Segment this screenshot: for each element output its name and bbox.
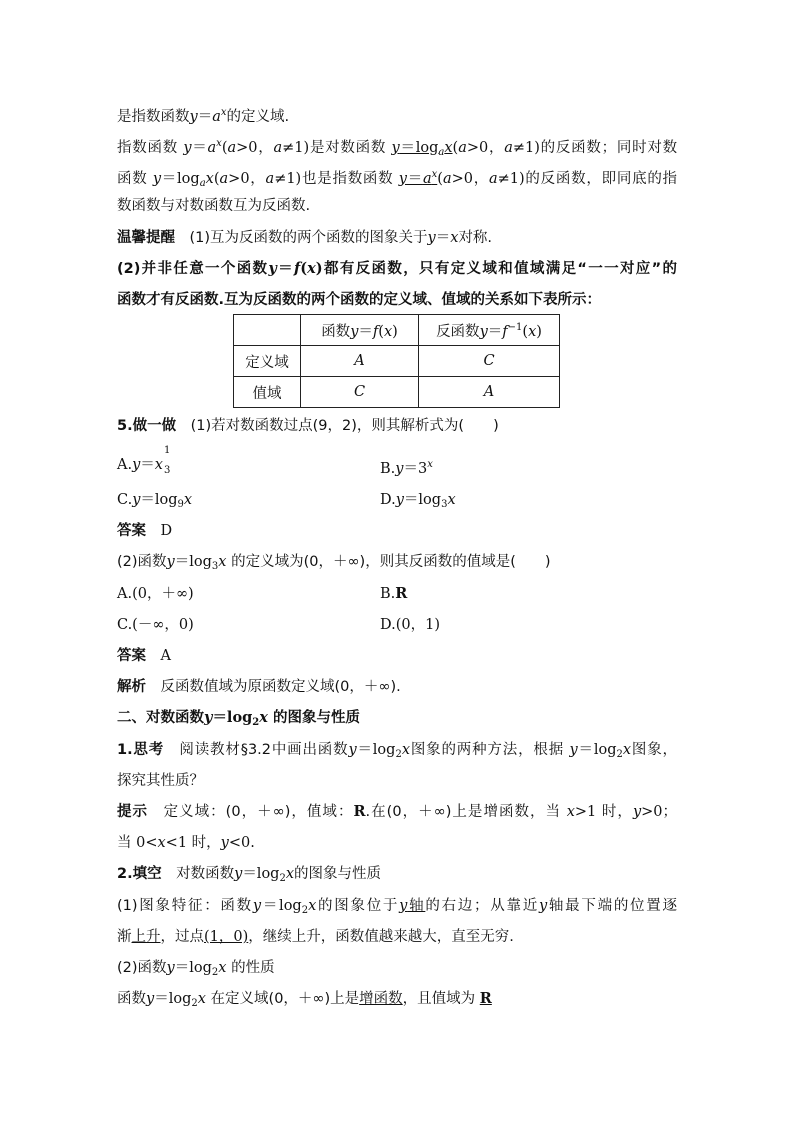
q2-option-d: D.(0，1) — [380, 617, 440, 633]
explanation: 解析 反函数值域为原函数定义域(0，＋∞). — [117, 679, 401, 695]
intro-line-3: 函数 $y=\log_ax(a>0$，a≠1)也是指数函数 $y=a^x(a>0$，a≠1)的反函数，即同底的指 — [117, 169, 678, 189]
hint-line-2: 当 0<x<1 时，y<0. — [117, 835, 255, 851]
property-line-4: 函数$y=\log_2x$ 在定义域(0，＋∞)上是增函数，且值域为 R — [117, 990, 492, 1009]
hint-line-1: 提示 定义域：(0，＋∞)，值域：R.在(0，＋∞)上是增函数，当 x>1 时，y>0； — [117, 803, 678, 820]
think-line-2: 探究其性质？ — [117, 773, 204, 789]
fill-title: 2.填空 对数函数$y=\log_2x$的图象与性质 — [117, 866, 382, 884]
tips-line-3: 函数才有反函数.互为反函数的两个函数的定义域、值域的关系如下表所示： — [117, 292, 602, 308]
q2-option-c: C.(－∞，0) — [117, 617, 194, 633]
table-cell: C — [419, 346, 560, 377]
table-row — [234, 346, 560, 377]
table-header-function: 函数y＝f(x) — [301, 315, 419, 346]
table-row-label: 值域 — [234, 377, 301, 408]
table-cell: C — [301, 377, 419, 408]
section-2-title: 二、对数函数$y=\log_2x$ 的图象与性质 — [117, 709, 360, 728]
property-line-2: 渐上升，过点(1，0)，继续上升，函数值越来越大，直至无穷. — [117, 929, 514, 945]
q1-option-a: A.y＝x 1 3 — [117, 445, 171, 476]
table-row — [234, 377, 560, 408]
q1-option-d: $D.y=\log_3x$ — [380, 492, 456, 510]
table-header-row — [234, 315, 560, 346]
table-row-label: 定义域 — [234, 346, 301, 377]
answer-1: 答案 D — [117, 523, 173, 539]
table-corner-cell — [234, 315, 301, 346]
practice-question-2: (2)函数$y=\log_3x$ 的定义域为(0，＋∞)，则其反函数的值域是( ) — [117, 554, 551, 572]
property-line-3: (2)函数$y=\log_2x$ 的性质 — [117, 960, 275, 978]
domain-range-table — [233, 314, 560, 408]
intro-line-1: 是指数函数$y=a^x$的定义域. — [117, 107, 290, 125]
table-cell: A — [301, 346, 419, 377]
table-cell: A — [419, 377, 560, 408]
intro-line-4: 数函数与对数函数互为反函数. — [117, 198, 311, 214]
practice-question-1: 5.做一做 (1)若对数函数过点(9，2)，则其解析式为( ) — [117, 418, 499, 434]
table-header-inverse: 反函数$y=f^{-1}(x)$ — [419, 315, 560, 346]
q2-option-b: B.R — [380, 585, 408, 602]
q2-option-a: A.(0，＋∞) — [117, 586, 194, 602]
q1-option-b: $B.y=3^x$ — [380, 459, 433, 477]
q1-option-c: $C.y=\log_9x$ — [117, 492, 193, 510]
tips-line-1: 温馨提醒 (1)互为反函数的两个函数的图象关于y＝x对称. — [117, 230, 493, 246]
answer-2: 答案 A — [117, 648, 171, 664]
tips-line-2: (2)并非任意一个函数y＝f(x)都有反函数，只有定义域和值域满足“一一对应”的 — [117, 260, 678, 277]
intro-line-2: 指数函数 $y=a^x(a>0$，a≠1)是对数函数 $y=\log_ax(a>0$，a≠1)的反函数；同时对数 — [117, 138, 678, 158]
think-line-1: 1.思考 阅读教材§3.2中画出函数$y=\log_2x$图象的两种方法，根据 $y=\log_2x$图象， — [117, 742, 678, 760]
property-line-1: (1)图象特征：函数$y=\log_2x$的图象位于y轴的右边；从靠近y轴最下端的位置逐 — [117, 898, 678, 916]
